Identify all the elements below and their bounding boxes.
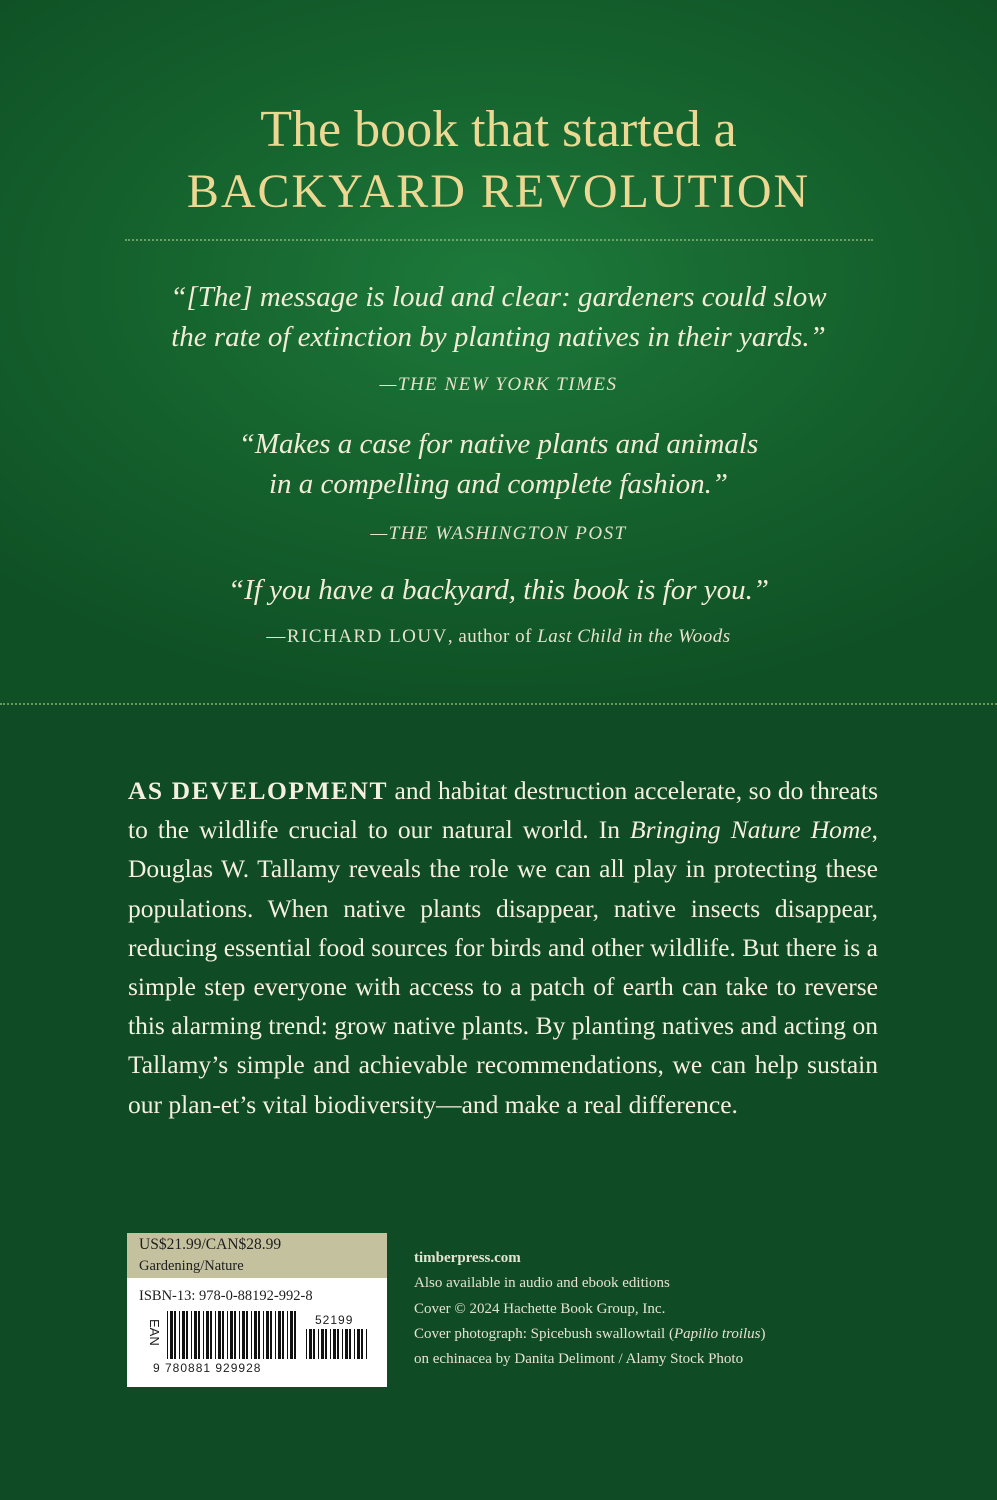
headline-line-2: BACKYARD REVOLUTION — [186, 165, 811, 218]
credits-photo-credit: on echinacea by Danita Delimont / Alamy Stock Photo — [414, 1351, 744, 1368]
credits-editions: Also available in audio and ebook editions — [414, 1275, 670, 1292]
barcode-bar — [330, 1329, 331, 1359]
barcode-bar — [242, 1311, 245, 1359]
barcode-bar — [198, 1311, 200, 1359]
quote-louv-line-1: “If you have a backyard, this book is for you.” — [228, 574, 769, 606]
barcode-bar — [354, 1329, 355, 1359]
barcode-bar — [325, 1329, 327, 1359]
barcode-bar — [318, 1329, 319, 1359]
quote-louv — [0, 570, 997, 610]
ean-barcode — [167, 1311, 297, 1359]
quote-nyt-line-1: “[The] message is loud and clear: gardeners could slow — [170, 281, 827, 313]
barcode-bar — [275, 1311, 276, 1359]
barcode-bar — [342, 1329, 343, 1359]
barcode-bar — [361, 1329, 363, 1359]
barcode-bar — [179, 1311, 180, 1359]
credits-copyright: Cover © 2024 Hachette Book Group, Inc. — [414, 1300, 666, 1317]
ean-label: EAN — [147, 1319, 162, 1346]
barcode-bar — [239, 1311, 240, 1359]
barcode-bar — [345, 1329, 348, 1359]
barcode-bar — [194, 1311, 197, 1359]
barcode-bar — [294, 1311, 296, 1359]
barcode-bar — [258, 1311, 260, 1359]
barcode-bar — [366, 1329, 367, 1359]
quote-wapo — [0, 424, 997, 504]
barcode-bar — [313, 1329, 315, 1359]
barcode-bar — [251, 1311, 252, 1359]
price-barcode-box — [127, 1233, 387, 1387]
barcode-bar — [167, 1311, 168, 1359]
barcode-bar — [227, 1311, 228, 1359]
barcode-bar — [174, 1311, 176, 1359]
publisher-website[interactable]: timberpress.com — [414, 1250, 521, 1266]
description-part-2: , Douglas W. Tallamy reveals the role we can all play in protecting these populations. When native plants disappear, native insects disappear, reducing essential food sources for birds and other wildlife. But there is a simple step everyone with access to a patch of earth can take to reverse this alarming trend: grow native plants. By planting natives and acting on Tallamy’s simple and achievable recommendations, we can help sustain our plan-et’s vital biodiversity—and make a real difference. — [128, 815, 878, 1119]
attribution-louv — [0, 625, 997, 649]
quote-wapo-line-2: in a compelling and complete fashion.” — [268, 468, 729, 500]
category-label: Gardening/Nature — [139, 1258, 244, 1274]
description-part-1: and habitat destruction accelerate, so do threats to the wildlife crucial to our natural world. In — [128, 776, 878, 845]
barcode-bar — [306, 1329, 307, 1359]
credits-photo-pre: Cover photograph: Spicebush swallowtail ( — [414, 1325, 674, 1342]
attribution-louv-mid: , author of — [447, 626, 538, 647]
barcode-bar — [191, 1311, 192, 1359]
attribution-louv-name: —RICHARD LOUV — [266, 626, 448, 647]
barcode-bar — [246, 1311, 248, 1359]
credits-photo-line — [414, 1322, 766, 1347]
description-lead-in: AS DEVELOPMENT — [128, 776, 388, 805]
barcode-bar — [282, 1311, 284, 1359]
publisher-credits — [414, 1246, 766, 1372]
book-description — [128, 771, 878, 1124]
credits-species-name: Papilio troilus — [673, 1325, 761, 1342]
barcode-bar — [309, 1329, 312, 1359]
barcode-bar — [206, 1311, 209, 1359]
barcode-bar — [234, 1311, 236, 1359]
addon-barcode-digits: 52199 — [315, 1313, 354, 1327]
barcode-bar — [321, 1329, 324, 1359]
barcode-bar — [230, 1311, 233, 1359]
credits-photo-post: ) — [760, 1325, 766, 1342]
description-book-title: Bringing Nature Home — [630, 815, 872, 845]
barcode-digits: 9 780881 929928 — [153, 1361, 262, 1375]
quote-nyt — [0, 277, 997, 357]
barcode-bar — [266, 1311, 269, 1359]
attribution-nyt: —THE NEW YORK TIMES — [379, 374, 618, 395]
barcode-bar — [287, 1311, 288, 1359]
quote-nyt-line-2: the rate of extinction by planting natives in their yards.” — [171, 321, 826, 353]
price-label: US$21.99/CAN$28.99 — [139, 1236, 282, 1253]
barcode-bar — [278, 1311, 281, 1359]
attribution-louv-book-title: Last Child in the Woods — [537, 626, 731, 647]
barcode-bar — [357, 1329, 360, 1359]
barcode-bar — [290, 1311, 293, 1359]
addon-barcode — [306, 1329, 368, 1359]
headline-line-1: The book that started a — [260, 101, 737, 158]
attribution-wapo: —THE WASHINGTON POST — [370, 523, 627, 544]
barcode-bar — [222, 1311, 224, 1359]
barcode-bar — [218, 1311, 221, 1359]
dotted-divider-top — [125, 239, 873, 241]
barcode-bar — [333, 1329, 336, 1359]
isbn-label: ISBN-13: 978-0-88192-992-8 — [139, 1288, 313, 1304]
barcode-bar — [210, 1311, 212, 1359]
barcode-bar — [263, 1311, 264, 1359]
barcode-bar — [170, 1311, 173, 1359]
barcode-bar — [270, 1311, 272, 1359]
barcode-bar — [349, 1329, 351, 1359]
barcode-bar — [203, 1311, 204, 1359]
barcode-bar — [182, 1311, 185, 1359]
barcode-bar — [186, 1311, 188, 1359]
dotted-divider-middle — [0, 703, 997, 705]
barcode-bar — [215, 1311, 216, 1359]
quote-wapo-line-1: “Makes a case for native plants and animals — [238, 428, 759, 460]
barcode-bar — [254, 1311, 257, 1359]
barcode-bar — [337, 1329, 339, 1359]
